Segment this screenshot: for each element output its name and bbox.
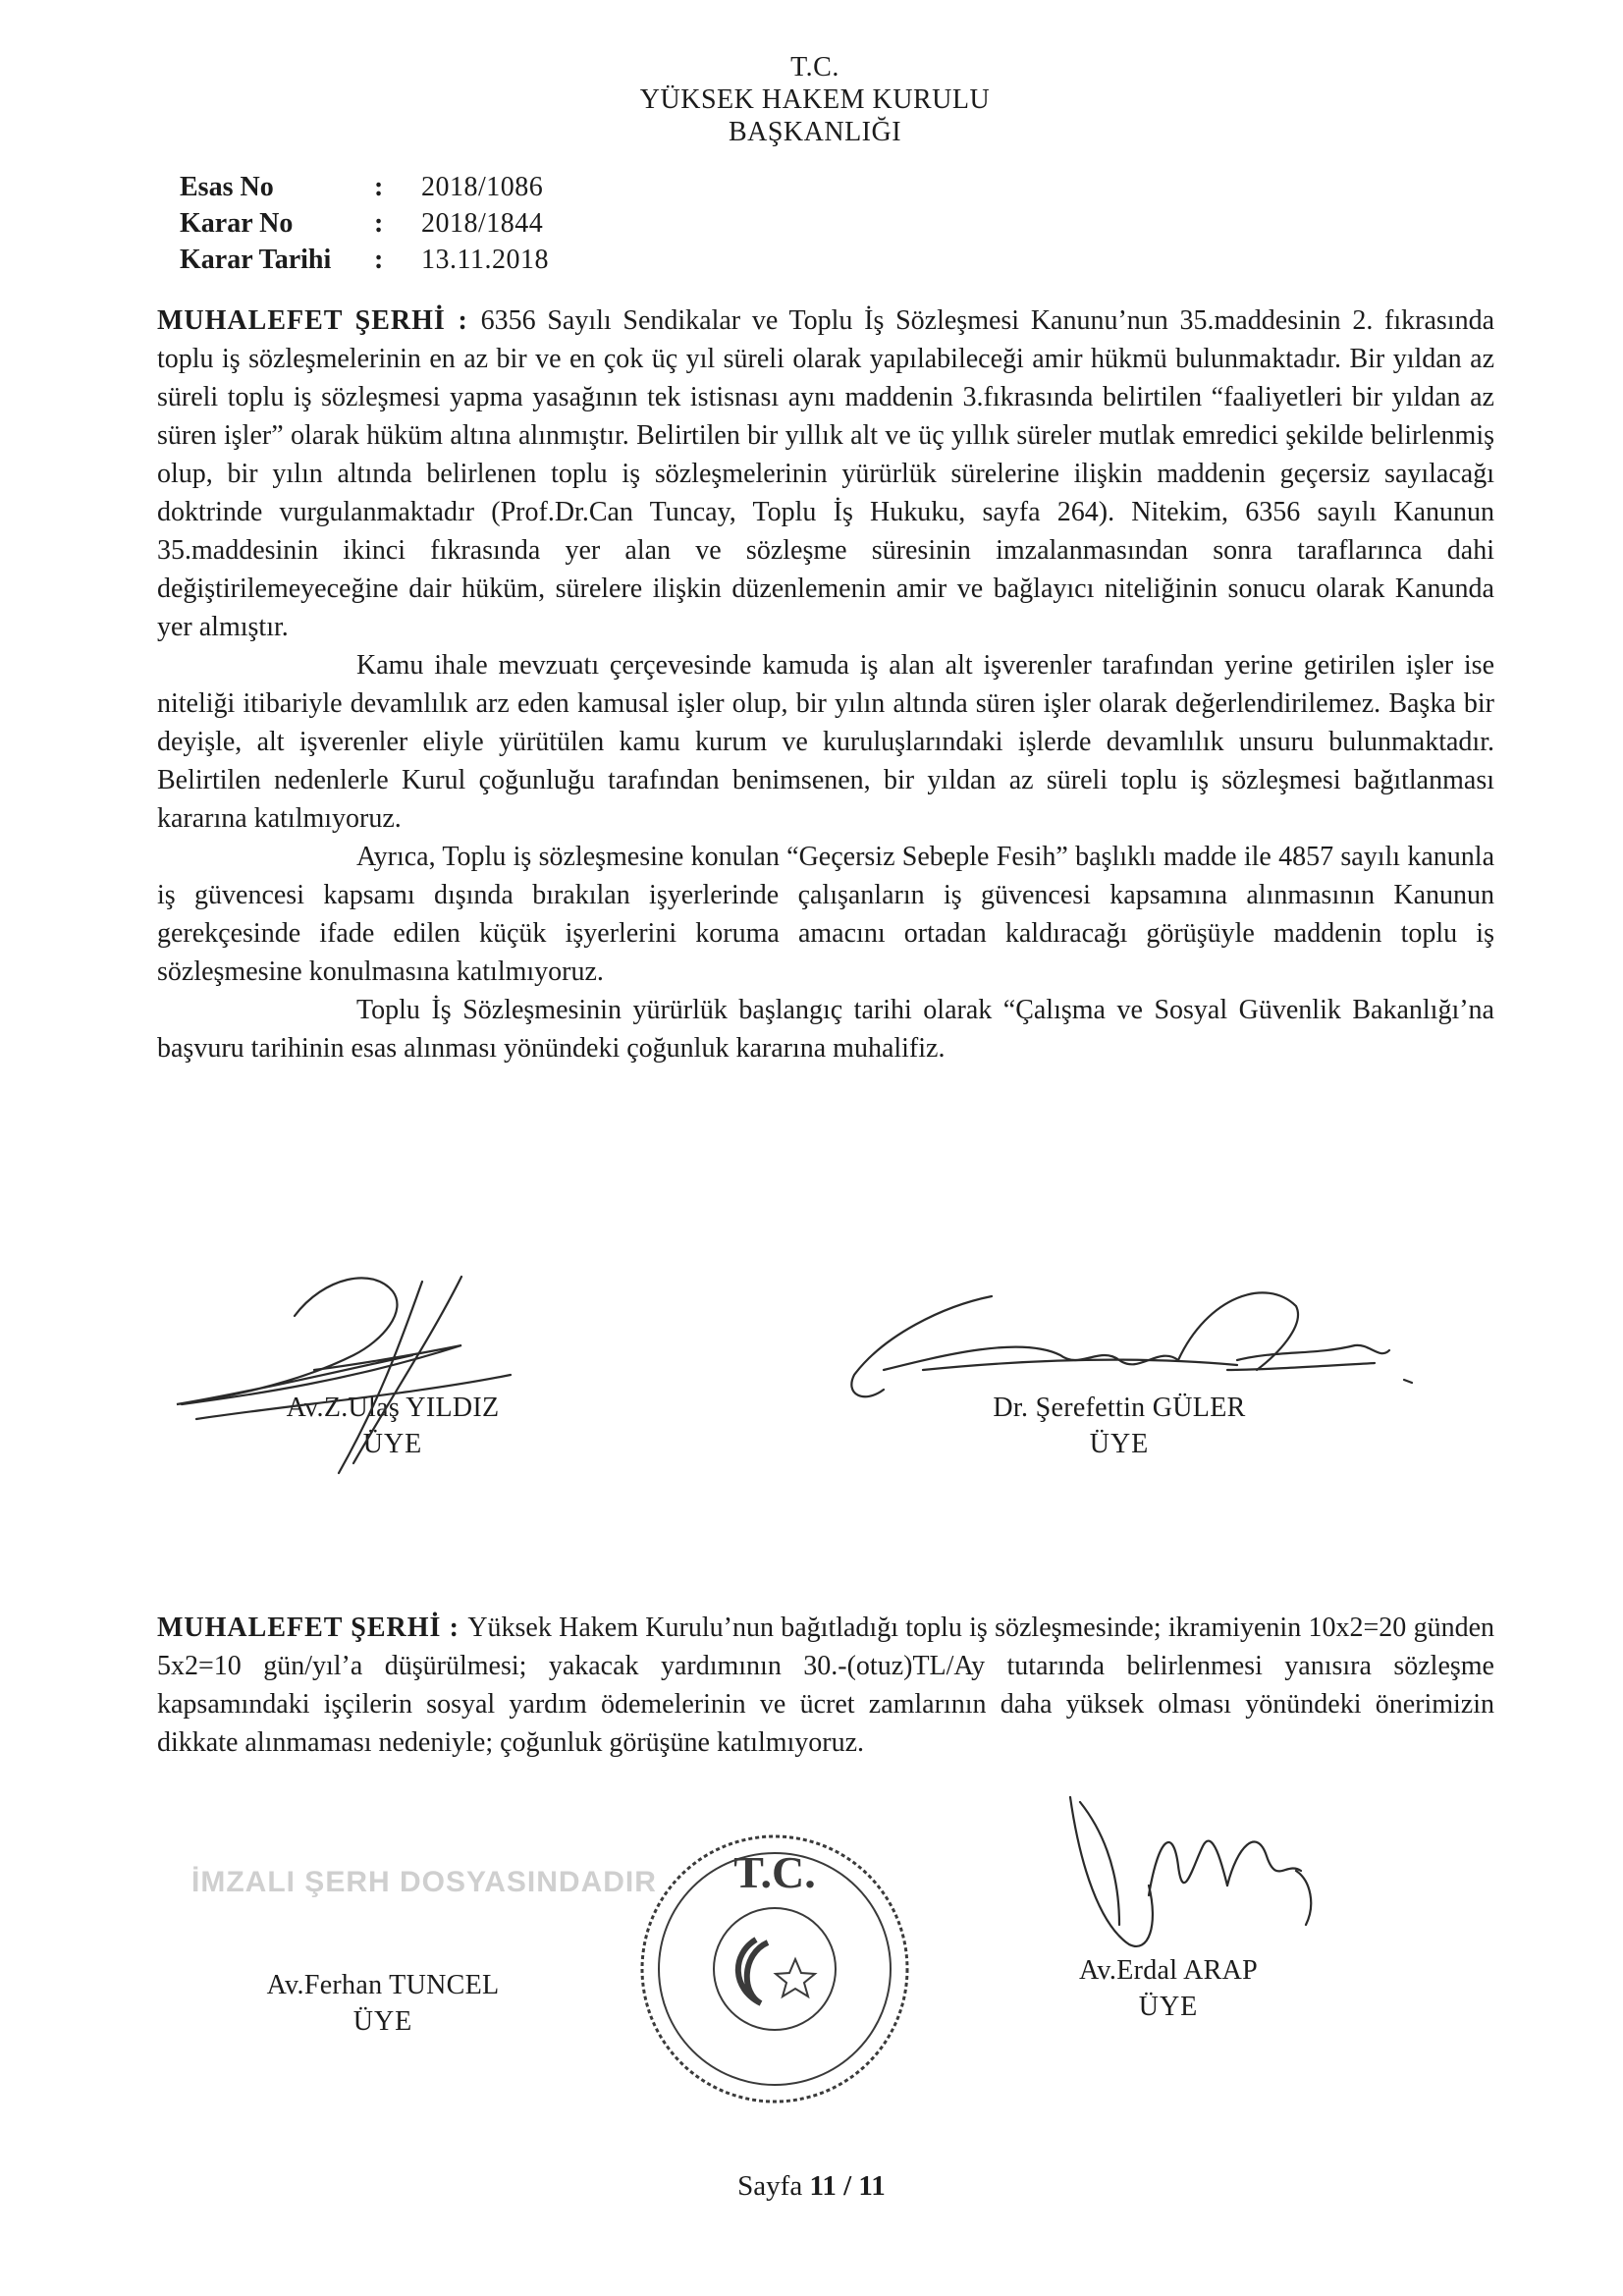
signatory-name: Av.Ferhan TUNCEL (266, 1970, 500, 2000)
meta-label: Karar Tarihi (180, 245, 332, 275)
footer-prefix: Sayfa (737, 2170, 803, 2202)
seal-text: T.C. (733, 1847, 816, 1897)
official-seal (642, 1836, 907, 2102)
meta-value: 2018/1086 (421, 172, 544, 202)
header-line-institution: YÜKSEK HAKEM KURULU (639, 84, 991, 115)
meta-colon: : (374, 245, 384, 275)
signatory-name: Av.Erdal ARAP (1078, 1955, 1258, 1986)
meta-value: 2018/1844 (421, 208, 544, 239)
signed-copy-stamp: İMZALI ŞERH DOSYASINDADIR (191, 1866, 657, 1898)
signatory-role: ÜYE (352, 2006, 413, 2037)
signatory-role: ÜYE (362, 1429, 423, 1459)
dissent-1-heading: MUHALEFET ŞERHİ (157, 305, 446, 336)
signature-guler (851, 1292, 1412, 1396)
signatory-role: ÜYE (1089, 1429, 1150, 1459)
meta-colon: : (374, 172, 384, 202)
signature-arap (1070, 1797, 1311, 1946)
header-line-presidency: BAŞKANLIĞI (728, 117, 902, 147)
signatory-role: ÜYE (1138, 1992, 1199, 2022)
signatory-name: Av.Z.Ulaş YILDIZ (286, 1393, 500, 1423)
meta-value: 13.11.2018 (421, 245, 549, 275)
page-footer (0, 2170, 1623, 2203)
dissent-2-heading: MUHALEFET ŞERHİ (157, 1613, 442, 1643)
dissent-1-paragraph-2: Kamu ihale mevzuatı çerçevesinde kamuda iş alan alt işverenler tarafından yerine getirilen işler ise niteliği itibariyle devamlılık arz eden kamusal işler olup, bir yılın altında süren işler olarak değerlendirilemez. Başka bir deyişle, alt işverenler eliyle yürütülen kamu kurum ve kuruluşlarındaki işlerde devamlılık unsuru bulunmaktadır. Belirtilen nedenlerle Kurul çoğunluğu tarafından benimsenen, bir yıldan az süreli toplu iş sözleşmesi bağıtlanması kararına katılmıyoruz. (157, 650, 1494, 834)
signature-yildiz (177, 1277, 511, 1473)
footer-page-number: 11 / 11 (809, 2170, 886, 2202)
meta-label: Karar No (180, 208, 294, 239)
heading-colon: : (441, 1613, 468, 1643)
signatory-name: Dr. Şerefettin GÜLER (993, 1393, 1246, 1423)
meta-colon: : (374, 208, 384, 239)
header-line-tc: T.C. (790, 52, 839, 82)
dissent-1-paragraph-4: Toplu İş Sözleşmesinin yürürlük başlangıç tarihi olarak “Çalışma ve Sosyal Güvenlik Bakanlığı’na başvuru tarihinin esas alınması yönündeki çoğunluk kararına muhalifiz. (157, 995, 1494, 1064)
heading-colon: : (445, 305, 481, 336)
dissent-1-paragraph-3: Ayrıca, Toplu iş sözleşmesine konulan “Geçersiz Sebeple Fesih” başlıklı madde ile 4857 sayılı kanunla iş güvencesi kapsamı dışında bırakılan işyerlerinde çalışanların iş güvencesi kapsamına alınmasının Kanunun gerekçesinde ifade edilen küçük işyerlerini koruma amacını ortadan kaldıracağı görüşüyle maddenin toplu iş sözleşmesine konulmasına katılmıyoruz. (157, 842, 1494, 987)
dissent-1-text: 6356 Sayılı Sendikalar ve Toplu İş Sözleşmesi Kanunu’nun 35.maddesinin 2. fıkrasında toplu iş sözleşmelerinin en az bir ve en çok üç yıl süreli olarak yapılabileceği amir hükmü bulunmaktadır. Bir yıldan az süreli toplu iş sözleşmesi yapma yasağının tek istisnası aynı maddenin 3.fıkrasında belirtilen “faaliyetleri bir yıldan az süren işler” olarak hüküm altına alınmıştır. Belirtilen bir yıllık alt ve üç yıllık süreler mutlak emredici şekilde belirlenmiş olup, bir yılın altında belirlenen toplu iş sözleşmelerinin yürürlük sürelerine ilişkin maddenin geçersiz sayılacağı doktrinde vurgulanmaktadır (Prof.Dr.Can Tuncay, Toplu İş Hukuku, sayfa 264). Nitekim, 6356 sayılı Kanunun 35.maddesinin ikinci fıkrasında yer alan ve sözleşme süresinin imzalanmasından sonra taraflarınca dahi değiştirilemeyeceğine dair hüküm, sürelere ilişkin düzenlemenin amir ve bağlayıcı niteliğinin sonucu olarak Kanunda yer almıştır. (157, 305, 1495, 642)
dissent-2-text: Yüksek Hakem Kurulu’nun bağıtladığı toplu iş sözleşmesinde; ikramiyenin 10x2=20 günden 5x2=10 gün/yıl’a düşürülmesi; yakacak yardımının 30.-(otuz)TL/Ay tutarında belirlenmesi yanısıra sözleşme kapsamındaki işçilerin sosyal yardım ödemelerinin ve ücret zamlarının daha yüksek olması yönündeki önerimizin dikkate alınmaması nedeniyle; çoğunluk görüşüne katılmıyoruz. (157, 1613, 1495, 1758)
meta-label: Esas No (180, 172, 274, 202)
